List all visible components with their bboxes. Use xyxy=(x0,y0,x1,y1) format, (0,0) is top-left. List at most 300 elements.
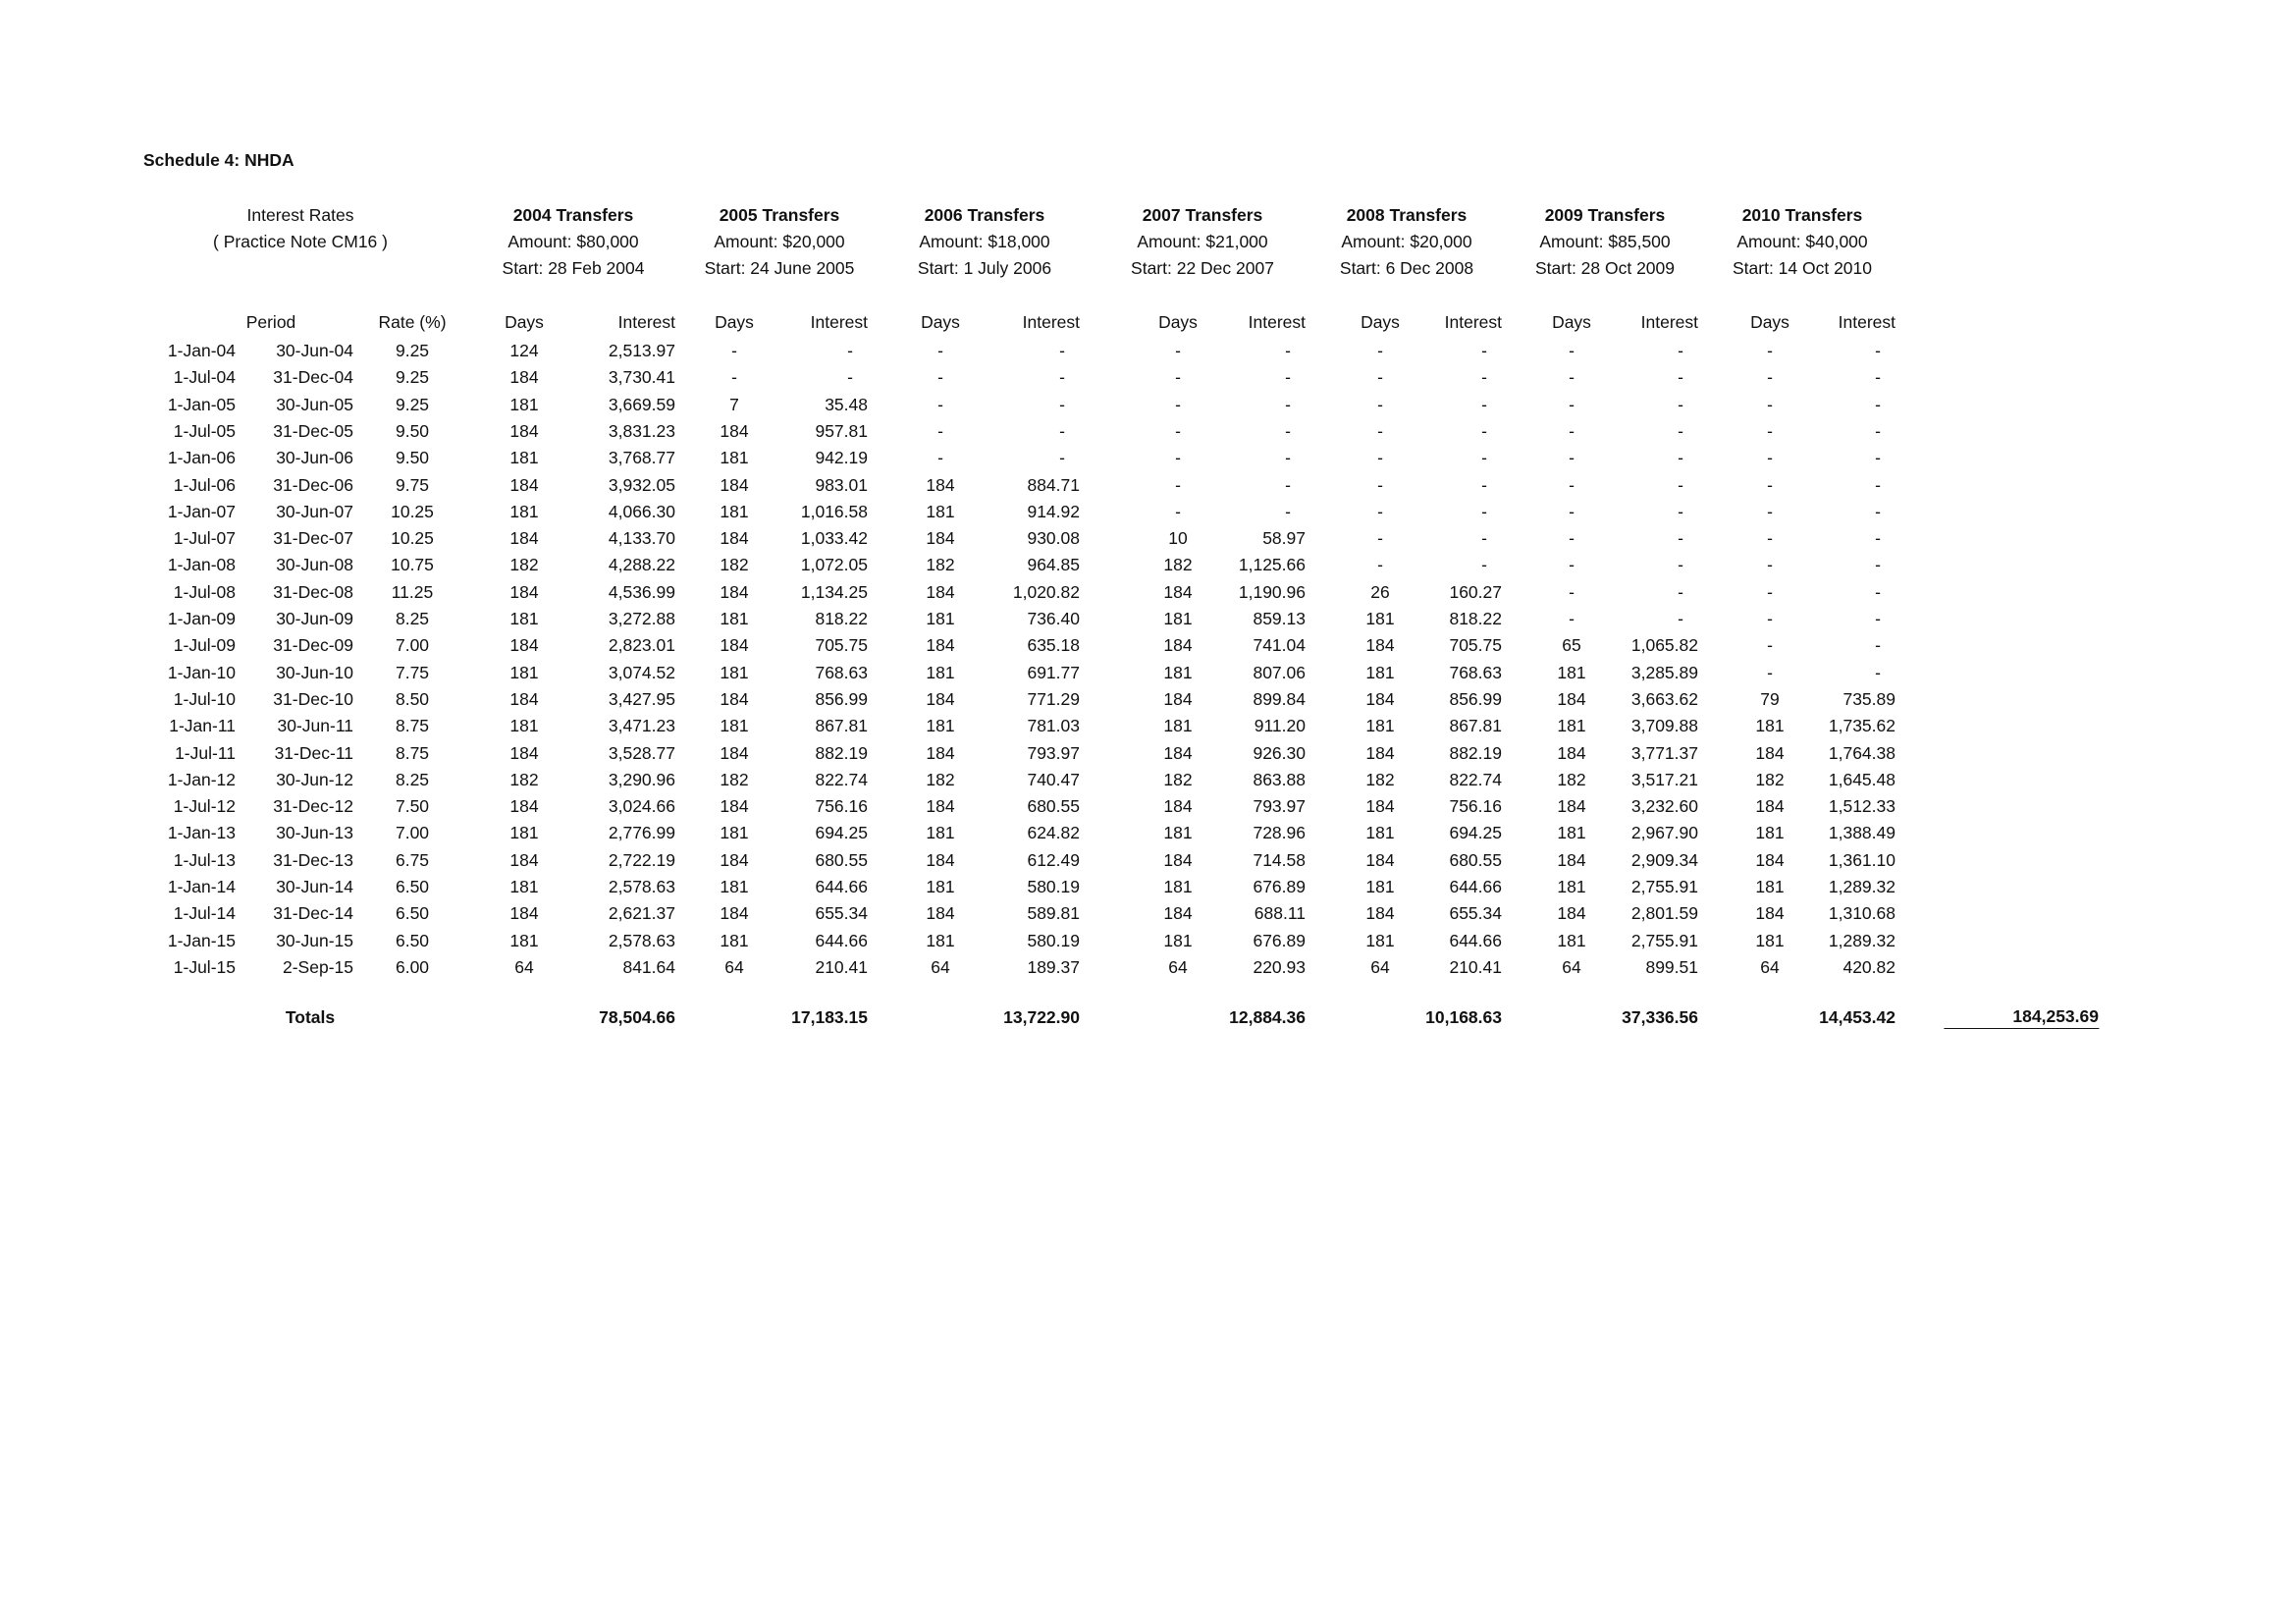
period-end: 31-Dec-12 xyxy=(273,796,353,816)
transfer-amount: Amount: $85,500 xyxy=(1539,232,1671,251)
days-value: 181 xyxy=(509,395,539,414)
interest-value: - xyxy=(1481,421,1487,441)
days-value: 181 xyxy=(1163,823,1193,842)
days-value: 184 xyxy=(1755,903,1785,923)
interest-value: 3,232.60 xyxy=(1630,796,1698,816)
days-value: 184 xyxy=(1365,689,1395,709)
days-value: 184 xyxy=(1365,903,1395,923)
interest-value: 942.19 xyxy=(815,448,868,467)
days-value: 184 xyxy=(926,796,955,816)
days-column-label: Days xyxy=(921,312,960,332)
interest-value: 882.19 xyxy=(815,743,868,763)
days-value: 184 xyxy=(926,475,955,495)
days-value: 184 xyxy=(926,689,955,709)
rate-value: 11.25 xyxy=(391,582,434,602)
days-value: 184 xyxy=(509,903,539,923)
days-value: - xyxy=(1767,502,1773,521)
days-value: 184 xyxy=(509,582,539,602)
days-value: 181 xyxy=(1163,931,1193,950)
days-value: 181 xyxy=(926,502,955,521)
days-value: - xyxy=(1569,528,1575,548)
days-value: 184 xyxy=(926,635,955,655)
days-value: 184 xyxy=(509,689,539,709)
interest-value: 35.48 xyxy=(825,395,868,414)
interest-value: 714.58 xyxy=(1253,850,1306,870)
interest-value: 2,755.91 xyxy=(1630,931,1698,950)
interest-value: - xyxy=(1875,448,1881,467)
days-value: 181 xyxy=(720,609,749,628)
days-value: 184 xyxy=(1557,850,1586,870)
days-value: - xyxy=(937,421,943,441)
interest-value: 867.81 xyxy=(1449,716,1502,735)
period-start: 1-Jan-14 xyxy=(167,877,236,896)
days-value: 181 xyxy=(509,609,539,628)
days-value: 184 xyxy=(1557,689,1586,709)
days-value: 184 xyxy=(720,689,749,709)
days-column-label: Days xyxy=(505,312,544,332)
days-value: 184 xyxy=(720,582,749,602)
days-value: - xyxy=(1569,475,1575,495)
days-value: - xyxy=(1569,421,1575,441)
interest-value: 736.40 xyxy=(1027,609,1080,628)
rate-value: 8.75 xyxy=(395,743,430,763)
interest-value: 705.75 xyxy=(815,635,868,655)
interest-column-label: Interest xyxy=(1444,312,1502,332)
interest-value: 1,645.48 xyxy=(1828,770,1896,789)
days-value: 184 xyxy=(509,743,539,763)
interest-value: 2,755.91 xyxy=(1630,877,1698,896)
interest-value: 694.25 xyxy=(1449,823,1502,842)
days-value: 182 xyxy=(1163,770,1193,789)
interest-value: 2,722.19 xyxy=(608,850,675,870)
interest-value: 957.81 xyxy=(815,421,868,441)
days-value: 184 xyxy=(720,850,749,870)
interest-value: 781.03 xyxy=(1027,716,1080,735)
interest-value: 930.08 xyxy=(1027,528,1080,548)
interest-value: 691.77 xyxy=(1027,663,1080,682)
days-column-label: Days xyxy=(1750,312,1789,332)
days-value: 182 xyxy=(1557,770,1586,789)
interest-value: 1,289.32 xyxy=(1828,877,1896,896)
period-end: 30-Jun-09 xyxy=(276,609,353,628)
days-value: 184 xyxy=(509,796,539,816)
interest-value: 3,768.77 xyxy=(608,448,675,467)
interest-value: - xyxy=(847,367,853,387)
interest-value: 911.20 xyxy=(1254,716,1306,735)
days-value: 184 xyxy=(1163,689,1193,709)
interest-value: - xyxy=(1059,341,1065,360)
total-value: 13,722.90 xyxy=(1003,1007,1080,1027)
rate-value: 6.50 xyxy=(395,877,430,896)
interest-value: 58.97 xyxy=(1262,528,1306,548)
interest-value: 612.49 xyxy=(1027,850,1080,870)
interest-value: 4,066.30 xyxy=(608,502,675,521)
grand-total: 184,253.69 xyxy=(1944,1004,2099,1029)
interest-value: 160.27 xyxy=(1449,582,1502,602)
days-value: 184 xyxy=(1557,903,1586,923)
transfer-start: Start: 22 Dec 2007 xyxy=(1131,258,1274,278)
days-value: 184 xyxy=(509,850,539,870)
period-start: 1-Jul-06 xyxy=(173,475,236,495)
period-end: 30-Jun-15 xyxy=(276,931,353,950)
days-value: 26 xyxy=(1370,582,1390,602)
interest-value: 589.81 xyxy=(1027,903,1080,923)
interest-value: - xyxy=(1875,395,1881,414)
transfer-start: Start: 28 Feb 2004 xyxy=(502,258,645,278)
days-value: 181 xyxy=(509,716,539,735)
interest-value: 768.63 xyxy=(815,663,868,682)
rate-value: 8.50 xyxy=(395,689,430,709)
interest-value: 2,578.63 xyxy=(608,931,675,950)
rate-value: 9.75 xyxy=(395,475,430,495)
rate-value: 10.25 xyxy=(391,528,434,548)
days-value: 181 xyxy=(1163,663,1193,682)
days-value: 184 xyxy=(1163,582,1193,602)
days-value: - xyxy=(1175,341,1181,360)
period-start: 1-Jul-07 xyxy=(173,528,236,548)
interest-value: 3,669.59 xyxy=(608,395,675,414)
period-start: 1-Jan-07 xyxy=(167,502,236,521)
practice-note-heading: ( Practice Note CM16 ) xyxy=(213,232,388,251)
interest-value: - xyxy=(1678,502,1683,521)
days-value: 124 xyxy=(509,341,539,360)
interest-value: 884.71 xyxy=(1027,475,1080,495)
days-column-label: Days xyxy=(1552,312,1591,332)
transfer-title: 2005 Transfers xyxy=(719,205,840,225)
days-value: 184 xyxy=(1755,796,1785,816)
interest-value: 1,125.66 xyxy=(1238,555,1306,574)
interest-value: - xyxy=(1678,609,1683,628)
days-value: 181 xyxy=(720,931,749,950)
days-value: 182 xyxy=(1163,555,1193,574)
days-value: 64 xyxy=(1370,957,1390,977)
days-value: - xyxy=(937,367,943,387)
period-end: 2-Sep-15 xyxy=(283,957,353,977)
interest-value: 3,517.21 xyxy=(1630,770,1698,789)
interest-value: 1,289.32 xyxy=(1828,931,1896,950)
interest-value: 655.34 xyxy=(815,903,868,923)
interest-value: 882.19 xyxy=(1449,743,1502,763)
interest-column-label: Interest xyxy=(1248,312,1306,332)
interest-value: 3,528.77 xyxy=(608,743,675,763)
days-value: - xyxy=(1569,582,1575,602)
days-value: 181 xyxy=(1557,663,1586,682)
interest-value: 740.47 xyxy=(1027,770,1080,789)
interest-value: 3,427.95 xyxy=(608,689,675,709)
days-value: - xyxy=(1569,341,1575,360)
transfer-amount: Amount: $18,000 xyxy=(919,232,1050,251)
days-value: 184 xyxy=(509,635,539,655)
interest-value: 1,764.38 xyxy=(1828,743,1896,763)
interest-value: 635.18 xyxy=(1027,635,1080,655)
interest-value: - xyxy=(1875,663,1881,682)
days-value: 181 xyxy=(720,716,749,735)
days-value: 79 xyxy=(1760,689,1780,709)
rate-value: 9.50 xyxy=(395,448,430,467)
days-value: 184 xyxy=(720,796,749,816)
interest-value: 818.22 xyxy=(815,609,868,628)
days-value: 184 xyxy=(1755,850,1785,870)
interest-value: 3,730.41 xyxy=(608,367,675,387)
days-value: 184 xyxy=(1365,635,1395,655)
period-start: 1-Jan-10 xyxy=(167,663,236,682)
days-value: 184 xyxy=(1365,743,1395,763)
transfer-start: Start: 28 Oct 2009 xyxy=(1534,258,1676,278)
days-value: - xyxy=(1569,609,1575,628)
days-value: 181 xyxy=(1365,716,1395,735)
transfer-title: 2008 Transfers xyxy=(1346,205,1468,225)
rate-value: 9.25 xyxy=(395,395,430,414)
days-value: - xyxy=(1175,421,1181,441)
days-value: 182 xyxy=(720,555,749,574)
interest-value: - xyxy=(1481,367,1487,387)
interest-value: 867.81 xyxy=(815,716,868,735)
transfer-title: 2007 Transfers xyxy=(1142,205,1263,225)
days-value: 184 xyxy=(1557,796,1586,816)
interest-value: 822.74 xyxy=(1449,770,1502,789)
interest-value: 4,536.99 xyxy=(608,582,675,602)
interest-value: - xyxy=(1678,367,1683,387)
days-value: 181 xyxy=(509,502,539,521)
transfer-start: Start: 6 Dec 2008 xyxy=(1339,258,1474,278)
interest-value: 818.22 xyxy=(1449,609,1502,628)
period-end: 31-Dec-08 xyxy=(273,582,353,602)
days-value: 184 xyxy=(1365,796,1395,816)
days-value: 184 xyxy=(926,528,955,548)
interest-value: - xyxy=(1678,421,1683,441)
interest-value: 741.04 xyxy=(1253,635,1306,655)
period-end: 30-Jun-06 xyxy=(276,448,353,467)
days-value: - xyxy=(1767,421,1773,441)
rate-value: 10.25 xyxy=(391,502,434,521)
interest-value: - xyxy=(1481,395,1487,414)
period-end: 30-Jun-14 xyxy=(276,877,353,896)
interest-value: 841.64 xyxy=(622,957,675,977)
interest-value: 822.74 xyxy=(815,770,868,789)
interest-value: - xyxy=(1875,609,1881,628)
days-value: 184 xyxy=(1163,796,1193,816)
interest-value: - xyxy=(1285,421,1291,441)
days-value: 184 xyxy=(720,421,749,441)
interest-value: - xyxy=(1875,555,1881,574)
days-value: - xyxy=(1767,528,1773,548)
days-value: 181 xyxy=(1163,609,1193,628)
interest-value: 420.82 xyxy=(1842,957,1896,977)
interest-value: 1,310.68 xyxy=(1828,903,1896,923)
rate-value: 6.00 xyxy=(395,957,430,977)
interest-value: - xyxy=(1059,367,1065,387)
interest-value: 2,621.37 xyxy=(608,903,675,923)
days-value: - xyxy=(1767,448,1773,467)
days-value: 181 xyxy=(926,823,955,842)
days-value: 181 xyxy=(1557,716,1586,735)
days-value: 182 xyxy=(509,555,539,574)
interest-value: 1,361.10 xyxy=(1828,850,1896,870)
interest-value: 728.96 xyxy=(1253,823,1306,842)
period-end: 30-Jun-12 xyxy=(276,770,353,789)
interest-value: 2,967.90 xyxy=(1630,823,1698,842)
period-end: 30-Jun-07 xyxy=(276,502,353,521)
days-value: - xyxy=(1569,367,1575,387)
days-value: - xyxy=(1175,475,1181,495)
interest-value: 1,016.58 xyxy=(800,502,868,521)
days-value: - xyxy=(1767,475,1773,495)
days-value: 181 xyxy=(1163,716,1193,735)
days-value: 182 xyxy=(509,770,539,789)
days-value: 181 xyxy=(509,931,539,950)
transfer-start: Start: 14 Oct 2010 xyxy=(1732,258,1873,278)
days-value: 182 xyxy=(926,555,955,574)
days-value: - xyxy=(937,395,943,414)
rate-value: 7.00 xyxy=(395,823,430,842)
interest-value: 580.19 xyxy=(1027,877,1080,896)
interest-value: 680.55 xyxy=(1027,796,1080,816)
days-value: - xyxy=(1569,395,1575,414)
interest-rates-heading: Interest Rates xyxy=(246,205,354,225)
period-start: 1-Jan-13 xyxy=(167,823,236,842)
interest-value: 2,776.99 xyxy=(608,823,675,842)
interest-value: - xyxy=(1678,528,1683,548)
rate-value: 7.50 xyxy=(395,796,430,816)
days-value: 181 xyxy=(509,663,539,682)
interest-value: 859.13 xyxy=(1253,609,1306,628)
rate-value: 7.75 xyxy=(395,663,430,682)
days-value: 181 xyxy=(1557,877,1586,896)
days-value: 181 xyxy=(1755,931,1785,950)
interest-value: - xyxy=(1481,528,1487,548)
interest-value: - xyxy=(1875,502,1881,521)
period-end: 31-Dec-06 xyxy=(273,475,353,495)
period-start: 1-Jan-06 xyxy=(167,448,236,467)
interest-value: 680.55 xyxy=(1449,850,1502,870)
interest-value: 210.41 xyxy=(815,957,868,977)
period-end: 31-Dec-11 xyxy=(274,743,353,763)
interest-value: 1,033.42 xyxy=(800,528,868,548)
period-start: 1-Jan-08 xyxy=(167,555,236,574)
period-start: 1-Jul-05 xyxy=(173,421,236,441)
days-value: 184 xyxy=(720,743,749,763)
days-value: 182 xyxy=(1365,770,1395,789)
interest-column-label: Interest xyxy=(1640,312,1698,332)
interest-value: 1,735.62 xyxy=(1828,716,1896,735)
interest-value: 3,831.23 xyxy=(608,421,675,441)
days-value: - xyxy=(1767,367,1773,387)
interest-value: 3,024.66 xyxy=(608,796,675,816)
interest-value: - xyxy=(1285,502,1291,521)
total-value: 78,504.66 xyxy=(599,1007,675,1027)
days-value: 64 xyxy=(931,957,950,977)
days-value: - xyxy=(1377,448,1383,467)
interest-value: 676.89 xyxy=(1253,931,1306,950)
days-value: 64 xyxy=(724,957,744,977)
days-value: - xyxy=(731,341,737,360)
days-value: 181 xyxy=(926,931,955,950)
period-start: 1-Jan-09 xyxy=(167,609,236,628)
interest-value: 688.11 xyxy=(1254,903,1306,923)
days-value: 184 xyxy=(720,635,749,655)
days-value: 181 xyxy=(509,823,539,842)
days-value: - xyxy=(1377,421,1383,441)
interest-value: 2,578.63 xyxy=(608,877,675,896)
interest-value: - xyxy=(1481,555,1487,574)
days-value: 184 xyxy=(509,475,539,495)
days-column-label: Days xyxy=(1361,312,1400,332)
interest-value: - xyxy=(1678,395,1683,414)
days-value: - xyxy=(1377,395,1383,414)
interest-value: 3,663.62 xyxy=(1630,689,1698,709)
transfer-title: 2009 Transfers xyxy=(1544,205,1666,225)
days-value: 184 xyxy=(720,528,749,548)
days-value: - xyxy=(1767,341,1773,360)
interest-value: 1,134.25 xyxy=(800,582,868,602)
interest-value: 856.99 xyxy=(815,689,868,709)
interest-column-label: Interest xyxy=(617,312,675,332)
days-value: - xyxy=(1175,367,1181,387)
period-start: 1-Jan-05 xyxy=(167,395,236,414)
days-value: 181 xyxy=(1365,877,1395,896)
days-value: - xyxy=(1767,555,1773,574)
days-value: 64 xyxy=(1562,957,1581,977)
interest-value: - xyxy=(1059,421,1065,441)
days-value: - xyxy=(1175,502,1181,521)
interest-value: 756.16 xyxy=(815,796,868,816)
days-value: 181 xyxy=(1365,609,1395,628)
days-value: 184 xyxy=(926,903,955,923)
period-start: 1-Jul-08 xyxy=(173,582,236,602)
rate-value: 6.50 xyxy=(395,931,430,950)
days-value: 184 xyxy=(1755,743,1785,763)
interest-value: 1,388.49 xyxy=(1828,823,1896,842)
days-value: 181 xyxy=(926,663,955,682)
period-end: 31-Dec-07 xyxy=(273,528,353,548)
period-start: 1-Jul-04 xyxy=(173,367,236,387)
transfer-start: Start: 24 June 2005 xyxy=(704,258,855,278)
days-value: 184 xyxy=(1163,635,1193,655)
days-value: - xyxy=(1569,502,1575,521)
days-value: 184 xyxy=(509,367,539,387)
days-value: - xyxy=(1377,502,1383,521)
period-start: 1-Jul-10 xyxy=(173,689,236,709)
days-value: 184 xyxy=(720,903,749,923)
transfer-title: 2006 Transfers xyxy=(924,205,1045,225)
interest-value: 680.55 xyxy=(815,850,868,870)
interest-value: - xyxy=(1285,395,1291,414)
interest-value: 856.99 xyxy=(1449,689,1502,709)
interest-value: 899.51 xyxy=(1645,957,1698,977)
days-value: 182 xyxy=(1755,770,1785,789)
interest-value: 1,190.96 xyxy=(1238,582,1306,602)
interest-value: - xyxy=(1481,502,1487,521)
days-value: - xyxy=(1569,555,1575,574)
days-value: - xyxy=(1377,341,1383,360)
days-value: 184 xyxy=(509,528,539,548)
rate-value: 10.75 xyxy=(391,555,434,574)
days-value: - xyxy=(937,448,943,467)
interest-value: 2,513.97 xyxy=(608,341,675,360)
interest-value: 4,133.70 xyxy=(608,528,675,548)
period-start: 1-Jul-14 xyxy=(173,903,236,923)
interest-value: 705.75 xyxy=(1449,635,1502,655)
days-value: - xyxy=(1175,448,1181,467)
rate-value: 6.50 xyxy=(395,903,430,923)
days-value: 184 xyxy=(926,582,955,602)
days-value: 184 xyxy=(509,421,539,441)
total-value: 12,884.36 xyxy=(1229,1007,1306,1027)
period-column-label: Period xyxy=(245,312,296,332)
interest-value: - xyxy=(1481,448,1487,467)
days-value: 64 xyxy=(1168,957,1188,977)
days-value: 181 xyxy=(720,877,749,896)
